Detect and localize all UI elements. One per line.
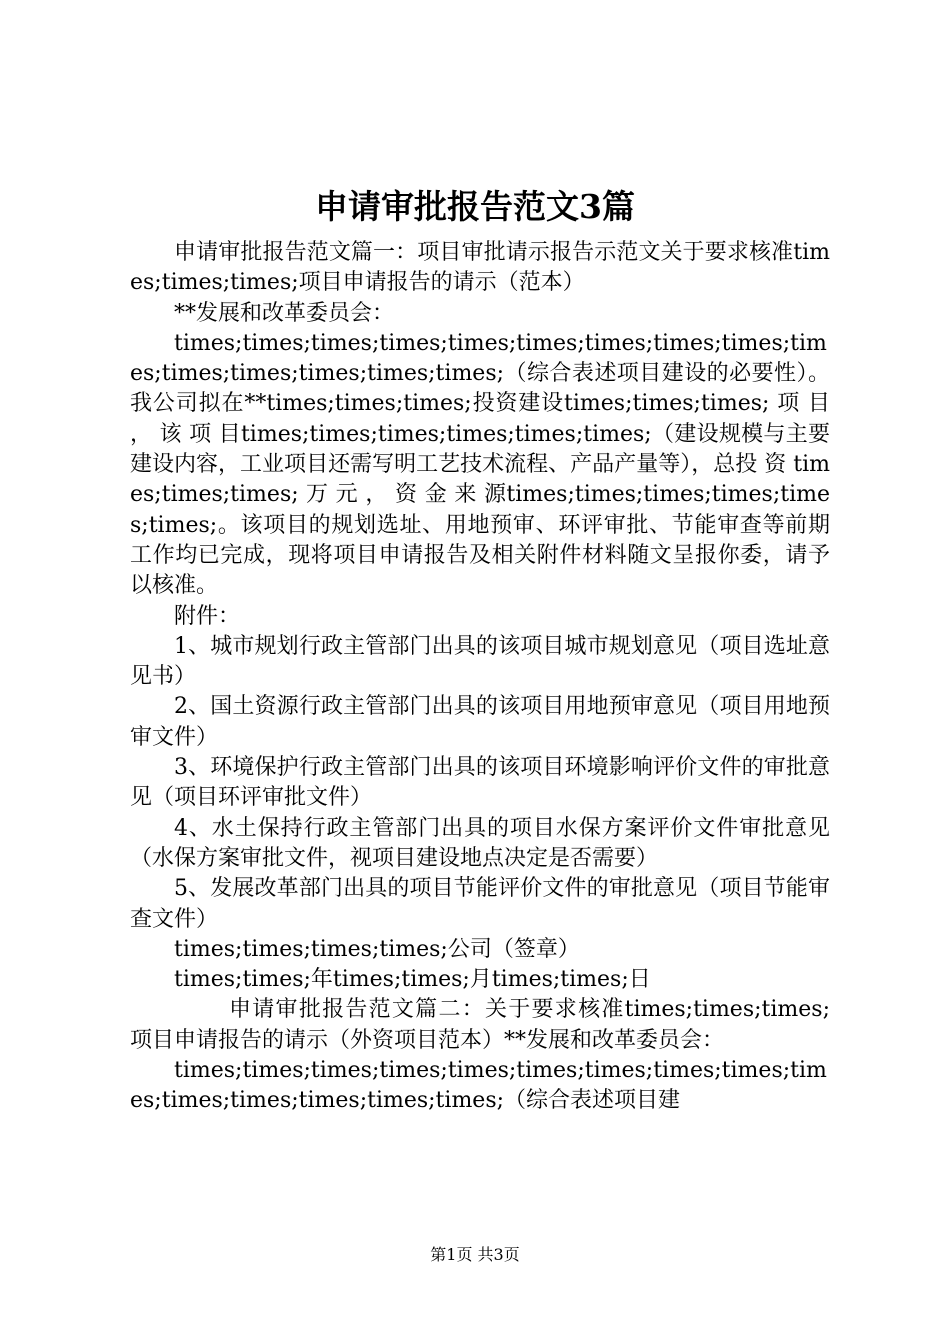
signature-company: times;times;times;times;公司（签章）: [174, 936, 580, 962]
attachment-item-4: 4、水土保持行政主管部门出具的项目水保方案评价文件审批意见（水保方案审批文件，视项目建设地点决定是否需要）: [130, 815, 830, 871]
paragraph-section-two-main: times;times;times;times;times;times;times;times;times;times;times;times;times;times;times;（综合表述项目建: [130, 1058, 827, 1114]
paragraph-attachments-label: 附件：: [174, 603, 241, 629]
attachment-item-2: 2、国土资源行政主管部门出具的该项目用地预审意见（项目用地预审文件）: [130, 694, 830, 750]
signature-date: times;times;年times;times;月times;times;日: [174, 967, 651, 993]
attachment-item-3: 3、环境保护行政主管部门出具的该项目环境影响评价文件的审批意见（项目环评审批文件）: [130, 755, 830, 811]
paragraph-main: times;times;times;times;times;times;times;times;times;times;times;times;times;times;times;（综合表述项目建设的必要性）。我公司拟在**times;times;times;投资建设times;times;times; 项 目 ， 该 项 目times;times;times;times;times;times;（建设规模与主要建设内容，工业项目还需写明工艺技术流程、产品产量等），总投 资 times;times;times; 万 元 ， 资 金 来 源times;times;times;times;times;times;。该项目的规划选址、用地预审、环评审批、节能审查等前期工作均已完成，现将项目申请报告及相关附件材料随文呈报你委，请予以核准。: [130, 330, 830, 599]
attachment-item-5: 5、发展改革部门出具的项目节能评价文件的审批意见（项目节能审查文件）: [130, 876, 830, 932]
attachment-item-1: 1、城市规划行政主管部门出具的该项目城市规划意见（项目选址意见书）: [130, 633, 830, 690]
paragraph-section-two: 申请审批报告范文篇二：关于要求核准times;times;times;项目申请报告的请示（外资项目范本）**发展和改革委员会：: [130, 997, 830, 1053]
document-body: [130, 238, 830, 1117]
document-title: 申请审批报告范文3篇: [315, 187, 635, 226]
paragraph-addressee: **发展和改革委员会：: [174, 300, 395, 326]
page-footer: 第1页 共3页: [430, 1245, 520, 1264]
paragraph-intro: 申请审批报告范文篇一：项目审批请示报告示范文关于要求核准times;times;times;项目申请报告的请示（范本）: [130, 240, 830, 296]
